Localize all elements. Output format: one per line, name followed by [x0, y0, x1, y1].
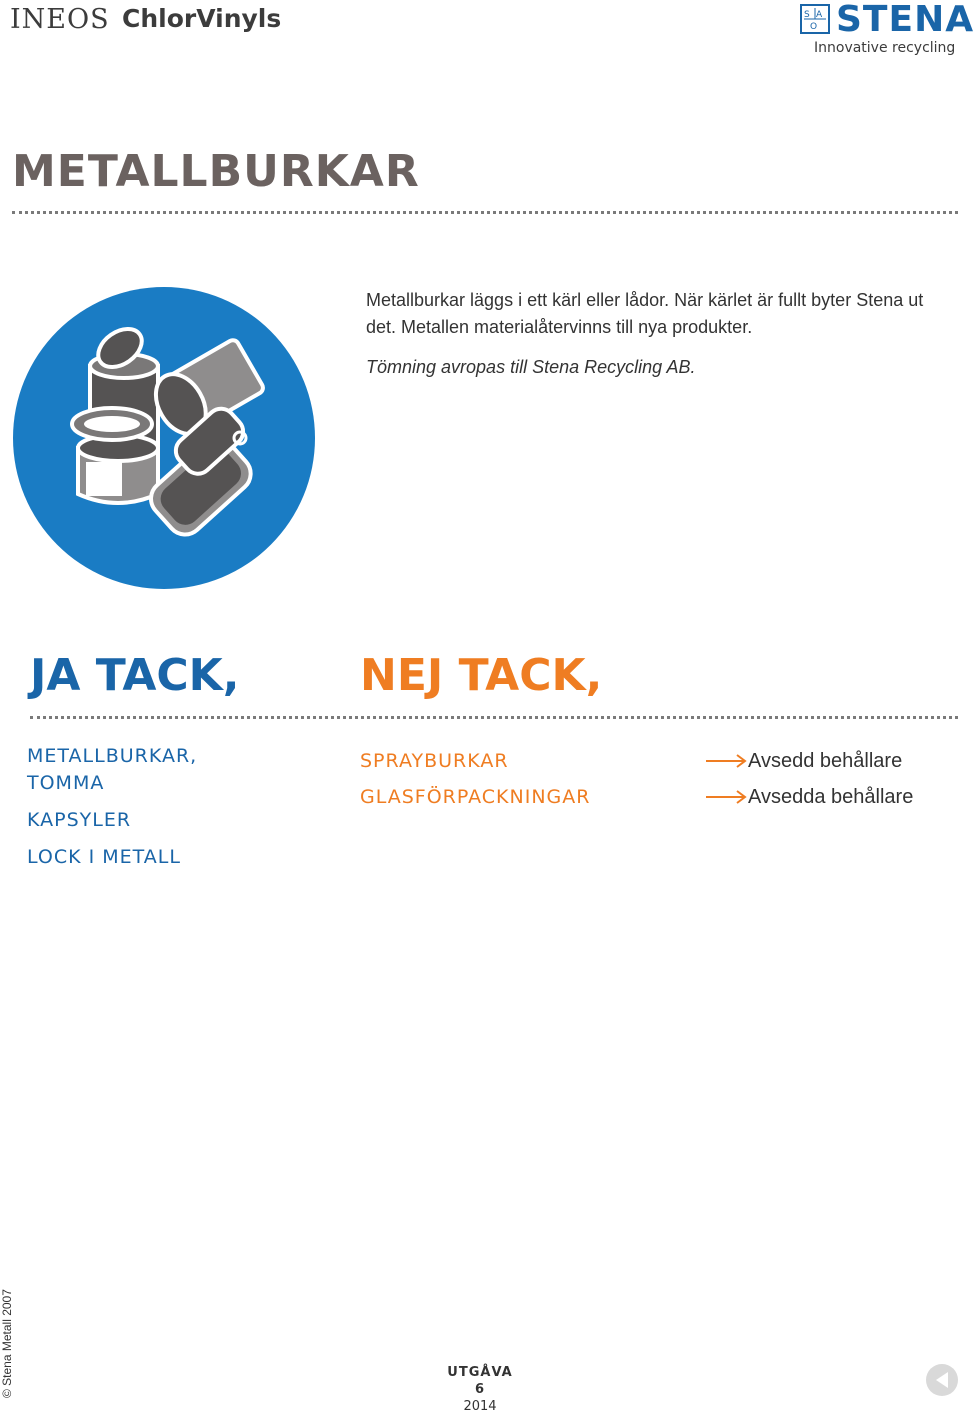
page-title: METALLBURKAR: [12, 146, 420, 197]
rejected-item: GLASFÖRPACKNINGAR: [360, 786, 591, 808]
svg-text:S: S: [804, 10, 810, 20]
title-divider: [12, 211, 958, 214]
edition-info: [440, 1364, 520, 1415]
stena-tagline: Innovative recycling: [814, 40, 956, 56]
destination-text: Avsedd behållare: [748, 749, 903, 772]
edition-year: 2014: [463, 1399, 497, 1414]
ineos-logo: INEOS: [10, 4, 110, 35]
yes-heading: JA TACK,: [30, 650, 240, 701]
edition-label: UTGÅVA 6: [447, 1365, 513, 1397]
list-item: [360, 779, 950, 815]
list-item: METALLBURKAR, TOMMA: [27, 745, 198, 794]
metal-cans-icon: [12, 286, 316, 595]
right-arrow-icon: [706, 790, 748, 804]
stena-logo-mark-icon: [800, 4, 830, 34]
rejected-item: SPRAYBURKAR: [360, 750, 509, 772]
rejected-list: [360, 743, 950, 815]
svg-text:A: A: [816, 10, 823, 20]
destination-text: Avsedda behållare: [748, 785, 914, 808]
stena-logo: STENA: [836, 0, 974, 40]
right-arrow-icon: [706, 754, 748, 768]
copyright-text: © Stena Metall 2007: [0, 1289, 14, 1398]
back-arrow-icon[interactable]: [924, 1362, 960, 1398]
chlorvinyls-logo: ChlorVinyls: [122, 4, 282, 33]
accepted-list: [27, 743, 227, 881]
description-text: Metallburkar läggs i ett kärl eller lådor. När kärlet är fullt byter Stena ut det. Metallen materialåtervinns till nya produkter.: [366, 290, 924, 337]
list-item: LOCK I METALL: [27, 846, 181, 868]
emptying-note: Tömning avropas till Stena Recycling AB.: [366, 357, 696, 377]
svg-text:O: O: [810, 22, 818, 32]
section-divider: [30, 716, 958, 719]
list-item: [360, 743, 950, 779]
list-item: KAPSYLER: [27, 809, 132, 831]
no-heading: NEJ TACK,: [360, 650, 603, 701]
